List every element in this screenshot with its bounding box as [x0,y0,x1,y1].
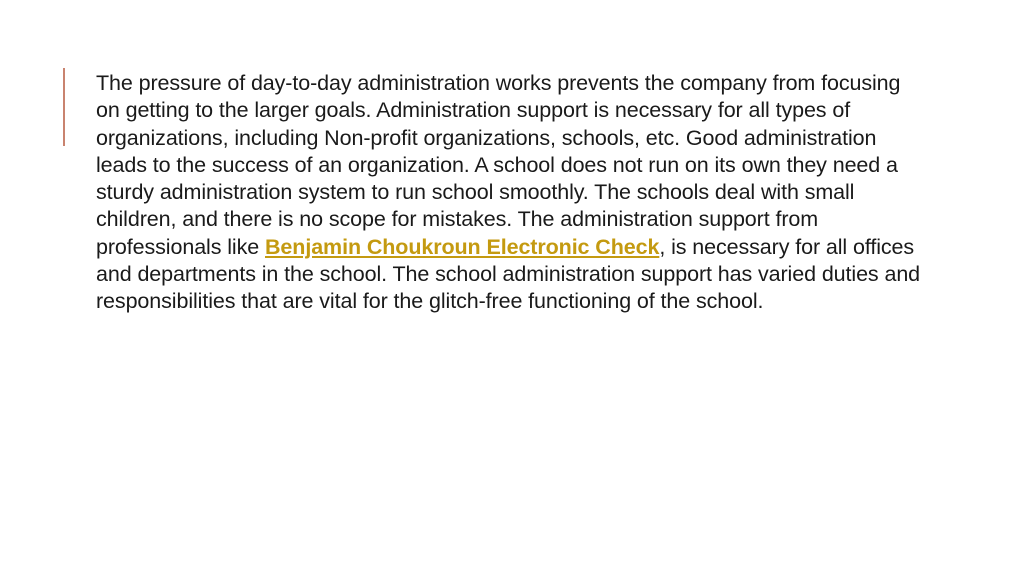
benjamin-choukroun-link[interactable]: Benjamin Choukroun Electronic Check [265,234,660,259]
paragraph-text-after-link: , is necessary for all offices and departments in the school. The school administration support has varied duties and responsibilities that are vital for the glitch-free functioning of the school. [96,234,921,314]
paragraph-text-before-link: The pressure of day-to-day administration works prevents the company from focusing on getting to the larger goals. Administration support is necessary for all types of organizations, including Non-profit organizations, schools, etc. Good administration leads to the success of an organization. A school does not run on its own they need a sturdy administration system to run school smoothly. The schools deal with small children, and there is no scope for mistakes. The administration support from professionals like [96,71,901,259]
accent-divider-line [63,68,65,146]
body-paragraph [96,70,926,316]
